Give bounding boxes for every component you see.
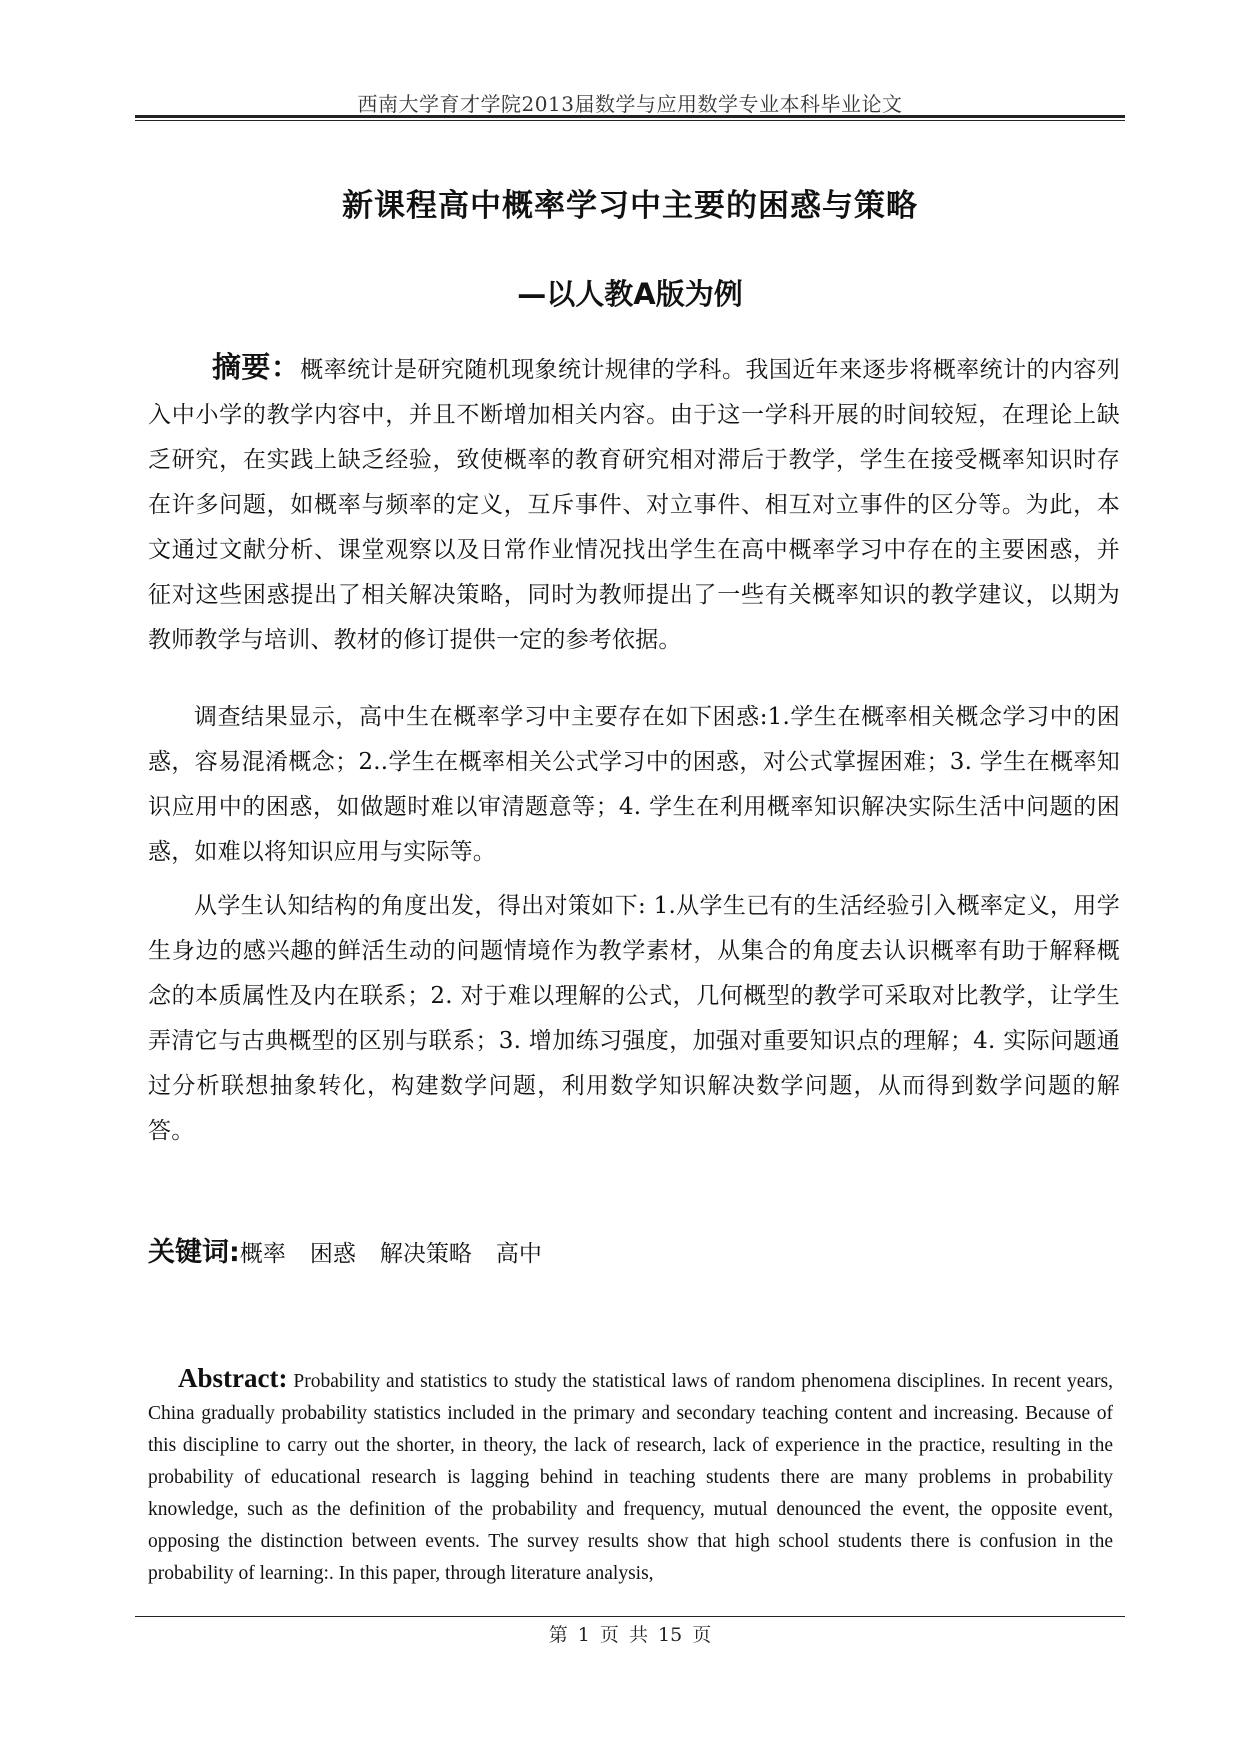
- header-rule-thin: [135, 120, 1125, 121]
- english-abstract-text: Probability and statistics to study the statistical laws of random phenomena disciplines. In recent years, China gradually probability statistics included in the primary and secondary teaching content and increasing. Because of this discipline to carry out the shorter, in theory, the lack of research, lack of experience in the practice, resulting in the probability of educational research is lagging behind in teaching students there are many problems in probability knowledge, such as the definition of the probability and frequency, mutual denounced the event, the opposite event, opposing the distinction between events. The survey results show that high school students there is confusion in the probability of learning:. In this paper, through literature analysis,: [148, 1371, 1113, 1584]
- chinese-abstract-text-1: 概率统计是研究随机现象统计规律的学科。我国近年来逐步将概率统计的内容列入中小学的教学内容中，并且不断增加相关内容。由于这一学科开展的时间较短，在理论上缺乏研究，在实践上缺乏经验，致使概率的教育研究相对滞后于教学，学生在接受概率知识时存在许多问题，如概率与频率的定义，互斥事件、对立事件、相互对立事件的区分等。为此，本文通过文献分析、课堂观察以及日常作业情况找出学生在高中概率学习中存在的主要困惑，并征对这些困惑提出了相关解决策略，同时为教师提出了一些有关概率知识的教学建议，以期为教师教学与培训、教材的修订提供一定的参考依据。: [148, 357, 1120, 653]
- keyword-item: 困惑: [309, 1241, 356, 1267]
- keyword-item: 概率: [239, 1241, 286, 1267]
- footer-rule: [135, 1616, 1125, 1617]
- chinese-abstract-paragraph-1: [148, 345, 1120, 663]
- paper-subtitle: —以人教A版为例: [517, 277, 743, 311]
- keywords-line: [148, 1230, 566, 1269]
- chinese-abstract-paragraph-3: 从学生认知结构的角度出发，得出对策如下: 1.从学生已有的生活经验引入概率定义，用学生身边的感兴趣的鲜活生动的问题情境作为教学素材，从集合的角度去认识概率有助于解释概念的本质属性及内在联系；2. 对于难以理解的公式，几何概型的教学可采取对比教学，让学生弄清它与古典概型的区别与联系；3. 增加练习强度，加强对重要知识点的理解；4. 实际问题通过分析联想抽象转化，构建数学问题，利用数学知识解决数学问题，从而得到数学问题的解答。: [148, 893, 1120, 1144]
- chinese-abstract-paragraph-2: 调查结果显示，高中生在概率学习中主要存在如下困惑:1.学生在概率相关概念学习中的困惑，容易混淆概念；2..学生在概率相关公式学习中的困惑，对公式掌握困难；3. 学生在概率知识应用中的困惑，如做题时难以审清题意等；4. 学生在利用概率知识解决实际生活中问题的困惑，如难以将知识应用与实际等。: [148, 704, 1120, 865]
- keyword-item: 高中: [495, 1241, 542, 1267]
- page-number: 第 1 页 共 15 页: [548, 1624, 712, 1646]
- paper-title: 新课程高中概率学习中主要的困惑与策略: [342, 188, 918, 224]
- header-rule-thick: [135, 115, 1125, 118]
- chinese-abstract-label: 摘要：: [212, 350, 301, 384]
- english-abstract: [148, 1362, 1113, 1590]
- english-abstract-label: Abstract:: [178, 1363, 288, 1393]
- running-header: 西南大学育才学院2013届数学与应用数学专业本科毕业论文: [357, 92, 903, 116]
- keyword-item: 解决策略: [379, 1241, 472, 1267]
- keywords-label: 关键词:: [148, 1237, 240, 1268]
